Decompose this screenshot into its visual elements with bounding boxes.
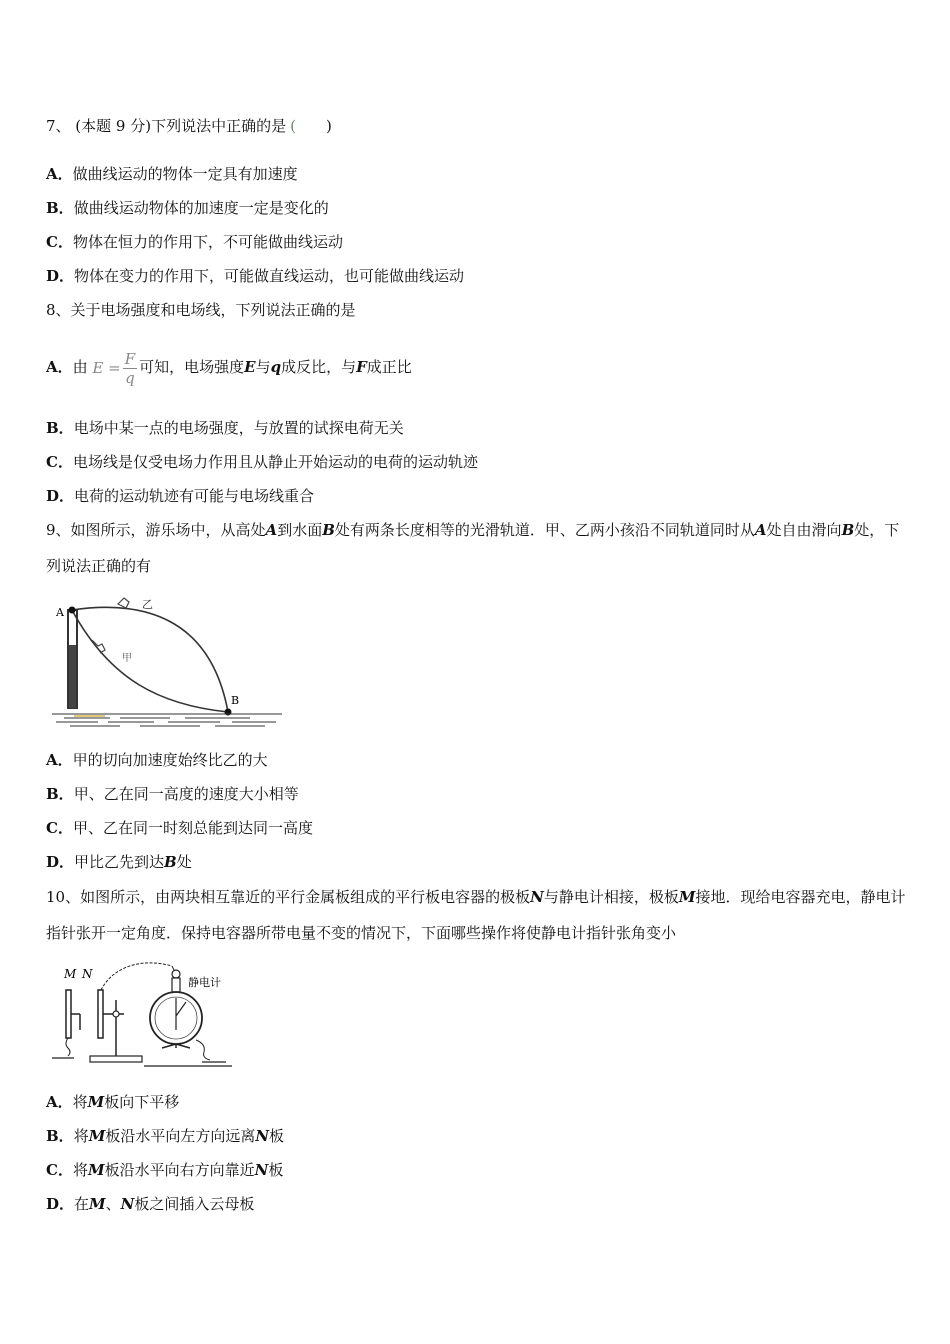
plate-n	[98, 990, 103, 1038]
label-b: B	[231, 694, 240, 707]
q7-option-b: B．做曲线运动物体的加速度一定是变化的	[46, 199, 329, 217]
q9-option-b: B．甲、乙在同一高度的速度大小相等	[46, 785, 299, 803]
label-meter: 静电计	[188, 976, 221, 989]
q10-option-b: B．将M板沿水平向左方向远离N板	[46, 1127, 285, 1145]
q7-title: 7、 (本题 9 分)下列说法中正确的是 ( )	[46, 117, 332, 135]
wire	[101, 963, 172, 990]
q8-option-c: C．电场线是仅受电场力作用且从静止开始运动的电荷的运动轨迹	[46, 453, 478, 471]
q7-option-a: A．做曲线运动的物体一定具有加速度	[46, 165, 298, 183]
q9-option-a: A．甲的切向加速度始终比乙的大	[46, 751, 268, 769]
label-m: M	[64, 967, 77, 981]
slide-figure	[50, 590, 285, 730]
track-jia	[72, 610, 228, 712]
q8-option-b: B．电场中某一点的电场强度，与放置的试探电荷无关	[46, 419, 404, 437]
track-yi	[72, 607, 228, 712]
stand-base	[90, 1056, 142, 1062]
child-yi	[118, 598, 129, 608]
formula-fraction: $\frac{F}{q}$	[124, 349, 136, 387]
capacitor-figure	[44, 960, 244, 1070]
q10-option-d: D．在M、N板之间插入云母板	[46, 1195, 255, 1213]
q8-option-d: D．电荷的运动轨迹有可能与电场线重合	[46, 487, 315, 505]
q7-option-c: C．物体在恒力的作用下，不可能做曲线运动	[46, 233, 343, 251]
q9-option-c: C．甲、乙在同一时刻总能到达同一高度	[46, 819, 313, 837]
label-yi: 乙	[142, 598, 153, 611]
q8-title: 8、关于电场强度和电场线，下列说法正确的是	[46, 301, 356, 319]
label-n: N	[82, 967, 93, 981]
tower-shade	[69, 645, 76, 708]
q10-option-a: A．将M板向下平移	[46, 1093, 180, 1111]
label-jia: 甲	[122, 653, 132, 664]
point-a	[69, 607, 76, 614]
q9-option-d: D．甲比乙先到达B处	[46, 853, 192, 871]
q7-option-d: D．物体在变力的作用下，可能做直线运动，也可能做曲线运动	[46, 267, 465, 285]
child-jia	[92, 640, 105, 653]
q10-option-c: C．将M板沿水平向右方向靠近N板	[46, 1161, 284, 1179]
answer-bracket: )	[325, 117, 332, 135]
label-a: A	[56, 606, 64, 619]
q9-stem: 9、如图所示，游乐场中，从高处A到水面B处有两条长度相等的光滑轨道．甲、乙两小孩沿不同轨道同时从A处自由滑向B处，下列说法正确的有	[46, 521, 900, 575]
formula-lhs: E =	[92, 359, 121, 377]
answer-bracket: (	[290, 117, 296, 135]
meter-knob	[172, 970, 180, 978]
plate-m	[66, 990, 71, 1038]
q10-stem: 10、如图所示，由两块相互靠近的平行金属板组成的平行板电容器的极板N与静电计相接，极板M接地．现给电容器充电，静电计指针张开一定角度．保持电容器所带电量不变的情况下，下面哪些操作将使静电计指针张角变小	[46, 888, 906, 942]
q8-option-a: A．由 E = $\frac{F}{q}$ 可知，电场强度E与q成反比，与F成正比	[46, 349, 412, 387]
